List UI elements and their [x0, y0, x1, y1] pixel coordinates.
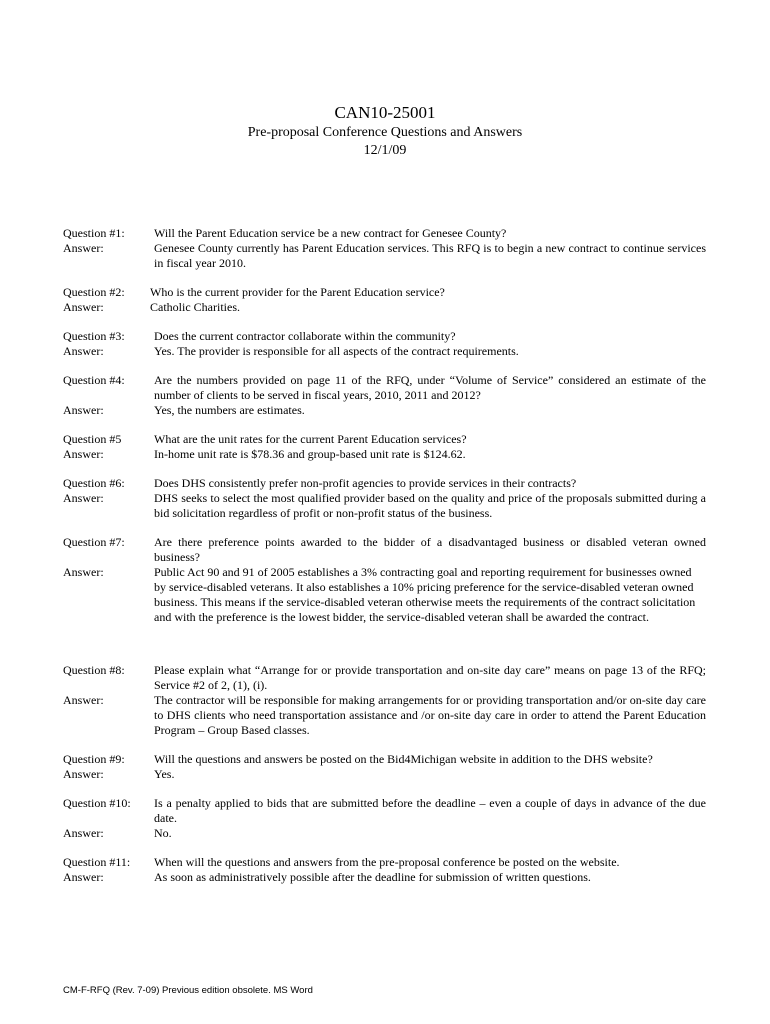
answer-text: Catholic Charities.	[150, 300, 240, 314]
qa-item-6	[63, 476, 706, 521]
question-label: Question #1:	[63, 226, 125, 240]
qa-item-11	[63, 855, 706, 885]
question-text: Does the current contractor collaborate within the community?	[154, 329, 456, 343]
form-footer: CM-F-RFQ (Rev. 7-09) Previous edition obsolete. MS Word	[63, 985, 313, 996]
answer-label: Answer:	[63, 826, 104, 840]
question-text: Will the questions and answers be posted on the Bid4Michigan website in addition to the DHS website?	[154, 752, 653, 766]
question-label: Question #5	[63, 432, 122, 446]
qa-item-10	[63, 796, 706, 841]
answer-label: Answer:	[63, 491, 104, 505]
answer-text: The contractor will be responsible for making arrangements for or providing transportation and/or on-site day care to DHS clients who need transportation assistance and /or on-site day care in order to attend the Parent Education Program – Group Based classes.	[154, 693, 706, 737]
answer-text: Yes, the numbers are estimates.	[154, 403, 305, 417]
qa-item-3	[63, 329, 706, 359]
question-text: Will the Parent Education service be a new contract for Genesee County?	[154, 226, 507, 240]
answer-label: Answer:	[63, 241, 104, 255]
question-label: Question #8:	[63, 663, 125, 677]
answer-label: Answer:	[63, 300, 104, 314]
answer-label: Answer:	[63, 693, 104, 707]
question-label: Question #9:	[63, 752, 125, 766]
question-label: Question #6:	[63, 476, 125, 490]
qa-item-5	[63, 432, 706, 462]
question-text: When will the questions and answers from the pre-proposal conference be posted on the website.	[154, 855, 620, 869]
answer-label: Answer:	[63, 403, 104, 417]
qa-list	[63, 226, 706, 885]
answer-text: No.	[154, 826, 172, 840]
answer-text: DHS seeks to select the most qualified provider based on the quality and price of the proposals submitted during a bid solicitation regardless of profit or non-profit status of the business.	[154, 491, 706, 520]
question-label: Question #2:	[63, 285, 125, 299]
answer-text: Yes. The provider is responsible for all aspects of the contract requirements.	[154, 344, 519, 358]
qa-item-1	[63, 226, 706, 271]
document-subtitle: Pre-proposal Conference Questions and Answers	[247, 125, 523, 140]
answer-text: Genesee County currently has Parent Education services. This RFQ is to begin a new contract to continue services in fiscal year 2010.	[154, 241, 706, 270]
question-text: Is a penalty applied to bids that are submitted before the deadline – even a couple of days in advance of the due date.	[154, 796, 706, 825]
answer-text: In-home unit rate is $78.36 and group-based unit rate is $124.62.	[154, 447, 466, 461]
question-text: What are the unit rates for the current Parent Education services?	[154, 432, 467, 446]
question-label: Question #3:	[63, 329, 125, 343]
qa-item-4	[63, 373, 706, 418]
question-label: Question #11:	[63, 855, 131, 869]
question-text: Please explain what “Arrange for or provide transportation and on-site day care” means on page 13 of the RFQ; Service #2 of 2, (1), (i).	[154, 663, 706, 692]
document-header	[0, 102, 770, 160]
answer-label: Answer:	[63, 565, 104, 579]
answer-label: Answer:	[63, 344, 104, 358]
qa-item-9	[63, 752, 706, 782]
document-date: 12/1/09	[363, 143, 407, 158]
answer-text: Yes.	[154, 767, 175, 781]
answer-text: Public Act 90 and 91 of 2005 establishes a 3% contracting goal and reporting requirement for businesses owned by service-disabled veterans. It also establishes a 10% pricing preference for the service-disabled veteran owned business. This means if the service-disabled veteran otherwise meets the requirements of the contract solicitation and with the preference is the lowest bidder, the service-disabled veteran shall be awarded the contract.	[154, 565, 696, 624]
qa-item-2	[63, 285, 706, 315]
qa-item-7	[63, 535, 706, 625]
question-label: Question #4:	[63, 373, 125, 387]
answer-label: Answer:	[63, 447, 104, 461]
answer-label: Answer:	[63, 767, 104, 781]
question-text: Are the numbers provided on page 11 of the RFQ, under “Volume of Service” considered an estimate of the number of clients to be served in fiscal years, 2010, 2011 and 2012?	[154, 373, 706, 402]
question-text: Does DHS consistently prefer non-profit agencies to provide services in their contracts?	[154, 476, 577, 490]
document-title: CAN10-25001	[334, 103, 436, 122]
question-label: Question #7:	[63, 535, 125, 549]
question-text: Who is the current provider for the Parent Education service?	[150, 285, 445, 299]
answer-text: As soon as administratively possible after the deadline for submission of written questions.	[154, 870, 591, 884]
qa-item-8	[63, 663, 706, 738]
answer-label: Answer:	[63, 870, 104, 884]
question-label: Question #10:	[63, 796, 131, 810]
question-text: Are there preference points awarded to the bidder of a disadvantaged business or disabled veteran owned business?	[154, 535, 706, 564]
